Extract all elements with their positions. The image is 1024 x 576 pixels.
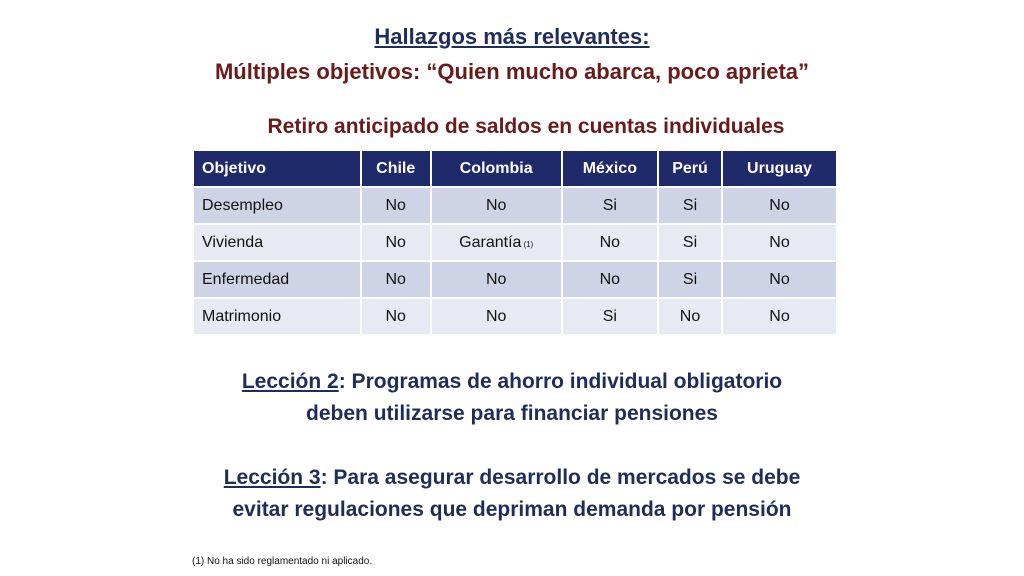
lesson-2 (0, 366, 1024, 430)
cell-chile: No (362, 262, 430, 297)
cell-peru: Si (659, 225, 721, 260)
cell-mexico: No (563, 262, 657, 297)
cell-mexico: Si (563, 299, 657, 334)
column-header-mexico: México (563, 151, 657, 186)
cell-uruguay: No (723, 225, 836, 260)
lesson-2-line-2: deben utilizarse para financiar pensiones (306, 402, 718, 425)
withdrawal-table (192, 149, 838, 336)
column-header-objetivo: Objetivo (194, 151, 360, 186)
cell-uruguay: No (723, 188, 836, 223)
table-header-row (194, 151, 836, 186)
column-header-colombia: Colombia (432, 151, 561, 186)
cell-chile: No (362, 188, 430, 223)
cell-objetivo: Enfermedad (194, 262, 360, 297)
lesson-2-text: : Programas de ahorro individual obligatorio (338, 370, 783, 393)
cell-mexico: Si (563, 188, 657, 223)
cell-colombia-text: Garantía (459, 233, 522, 251)
cell-objetivo: Desempleo (194, 188, 360, 223)
lesson-3-line-2: evitar regulaciones que depriman demanda por pensión (232, 498, 792, 521)
cell-colombia (432, 225, 561, 260)
table-row (194, 188, 836, 223)
table-row (194, 262, 836, 297)
column-header-chile: Chile (362, 151, 430, 186)
slide-title: Hallazgos más relevantes: (374, 24, 650, 49)
cell-peru: Si (659, 262, 721, 297)
table-row (194, 299, 836, 334)
cell-colombia: No (432, 262, 561, 297)
table-title: Retiro anticipado de saldos en cuentas individuales (267, 115, 785, 138)
table-row (194, 225, 836, 260)
cell-uruguay: No (723, 299, 836, 334)
lesson-2-label: Lección 2 (241, 370, 339, 393)
cell-objetivo: Vivienda (194, 225, 360, 260)
lesson-3-text: : Para asegurar desarrollo de mercados se debe (320, 466, 801, 489)
lesson-3-line-1 (0, 462, 1024, 494)
cell-colombia: No (432, 299, 561, 334)
cell-chile: No (362, 225, 430, 260)
footnote: (1) No ha sido reglamentado ni aplicado. (192, 556, 373, 567)
lesson-3-label: Lección 3 (223, 466, 321, 489)
slide-subtitle: Múltiples objetivos: “Quien mucho abarca, poco aprieta” (214, 59, 810, 84)
cell-mexico: No (563, 225, 657, 260)
footnote-marker: (1) (523, 239, 534, 249)
cell-peru: Si (659, 188, 721, 223)
lesson-2-line-1 (0, 366, 1024, 398)
cell-chile: No (362, 299, 430, 334)
cell-uruguay: No (723, 262, 836, 297)
cell-objetivo: Matrimonio (194, 299, 360, 334)
column-header-peru: Perú (659, 151, 721, 186)
column-header-uruguay: Uruguay (723, 151, 836, 186)
cell-peru: No (659, 299, 721, 334)
cell-colombia: No (432, 188, 561, 223)
lesson-3 (0, 462, 1024, 526)
